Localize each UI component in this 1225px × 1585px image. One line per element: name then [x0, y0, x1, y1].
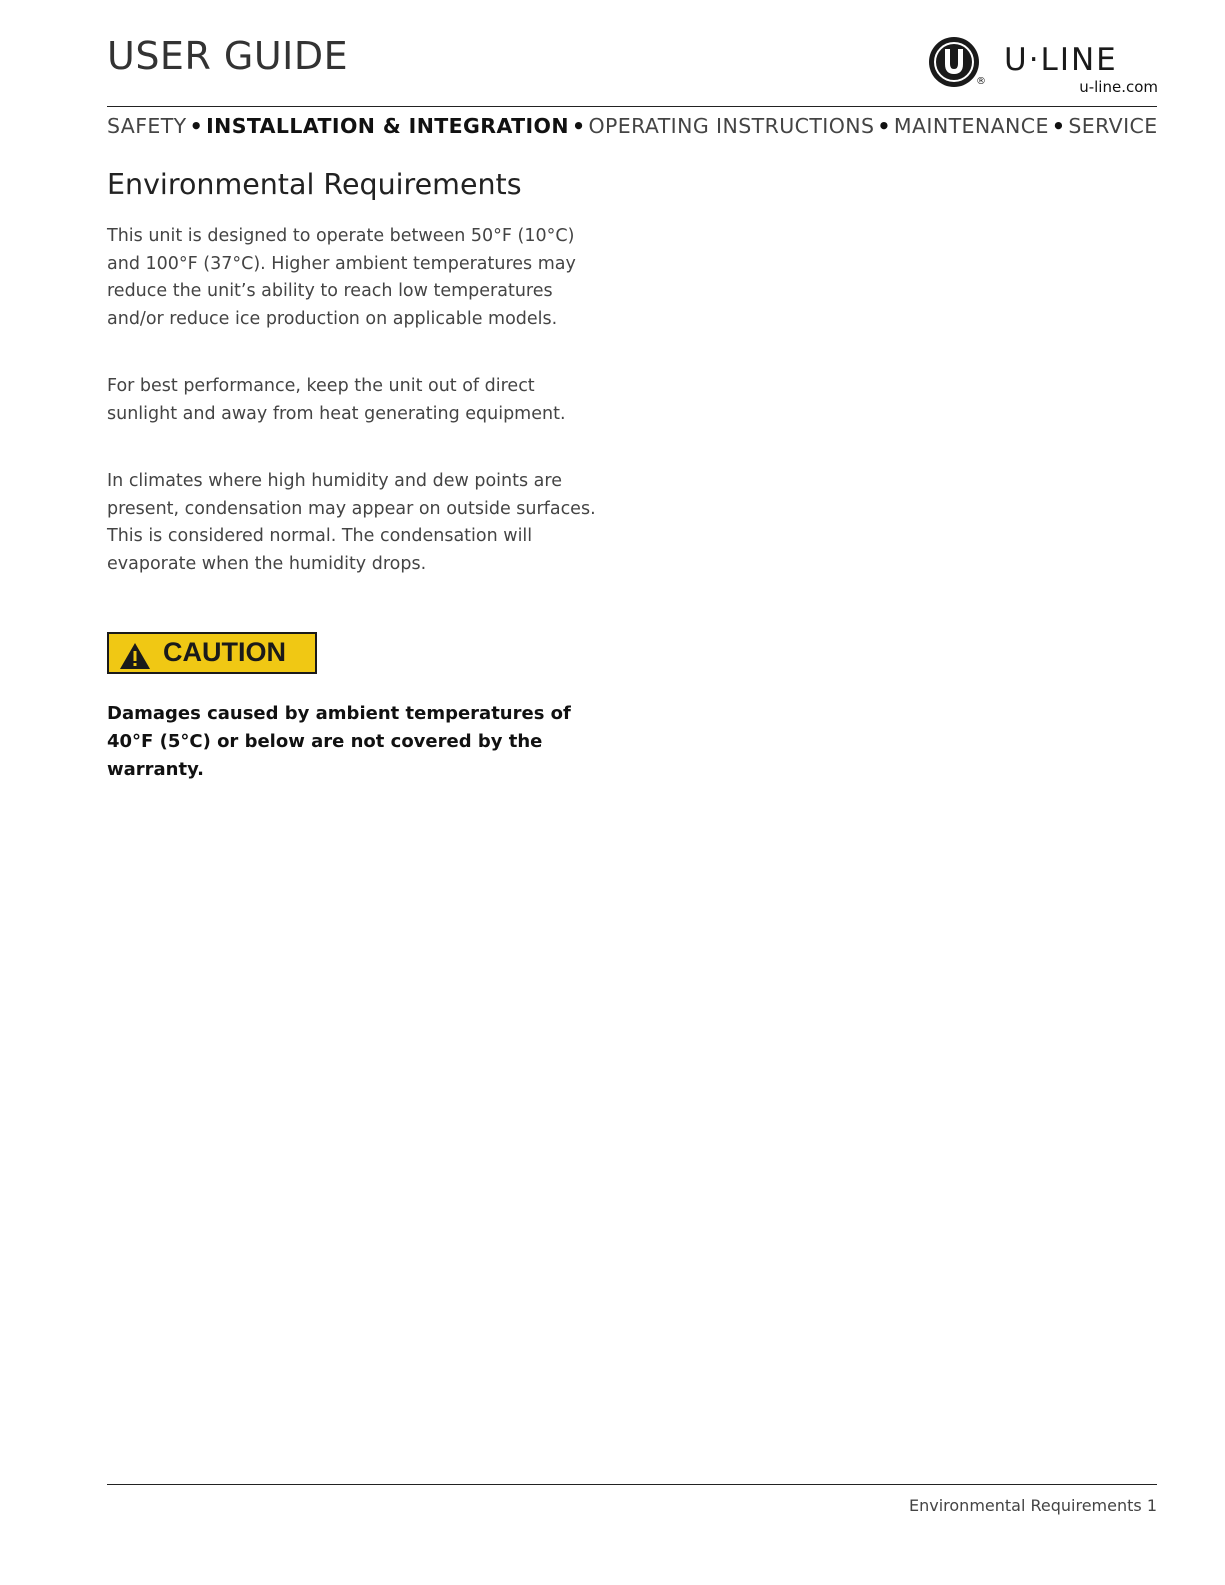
caution-text: Damages caused by ambient temperatures of 40°F (5°C) or below are not covered by the warranty. [107, 703, 571, 780]
section-title: Environmental Requirements [107, 168, 522, 201]
nav-separator: • [1051, 114, 1066, 138]
caution-banner [107, 632, 317, 674]
nav-item-installation[interactable]: INSTALLATION & INTEGRATION [206, 114, 569, 138]
nav-separator: • [877, 114, 891, 138]
registered-mark: ® [976, 76, 986, 87]
warning-triangle-icon [119, 642, 151, 670]
header-divider [107, 106, 1157, 107]
u-line-logo-icon [928, 36, 980, 88]
footer-divider [107, 1484, 1157, 1485]
brand-logo [928, 36, 1160, 98]
nav-item-safety[interactable]: SAFETY [107, 114, 187, 138]
section-nav [107, 114, 1167, 138]
brand-wordmark: U·LINE [1004, 42, 1118, 78]
brand-url[interactable]: u-line.com [1079, 78, 1158, 96]
nav-item-service[interactable]: SERVICE [1068, 114, 1158, 138]
nav-separator: • [571, 114, 586, 138]
nav-item-operating[interactable]: OPERATING INSTRUCTIONS [588, 114, 875, 138]
paragraph-condensation: In climates where high humidity and dew points are present, condensation may appear on outside surfaces. This is considered normal. The condensation will evaporate when the humidity drops. [107, 471, 596, 574]
nav-item-maintenance[interactable]: MAINTENANCE [893, 114, 1049, 138]
footer-page-label: Environmental Requirements 1 [909, 1496, 1157, 1515]
nav-separator: • [189, 114, 204, 138]
paragraph-sunlight: For best performance, keep the unit out of direct sunlight and away from heat generating equipment. [107, 376, 566, 424]
doc-title: USER GUIDE [107, 34, 349, 78]
caution-label: CAUTION [163, 637, 286, 667]
paragraph-operating-range: This unit is designed to operate between 50°F (10°C) and 100°F (37°C). Higher ambient temperatures may reduce the unit’s ability to reach low temperatures and/or reduce ice production on applicable models. [107, 226, 576, 329]
